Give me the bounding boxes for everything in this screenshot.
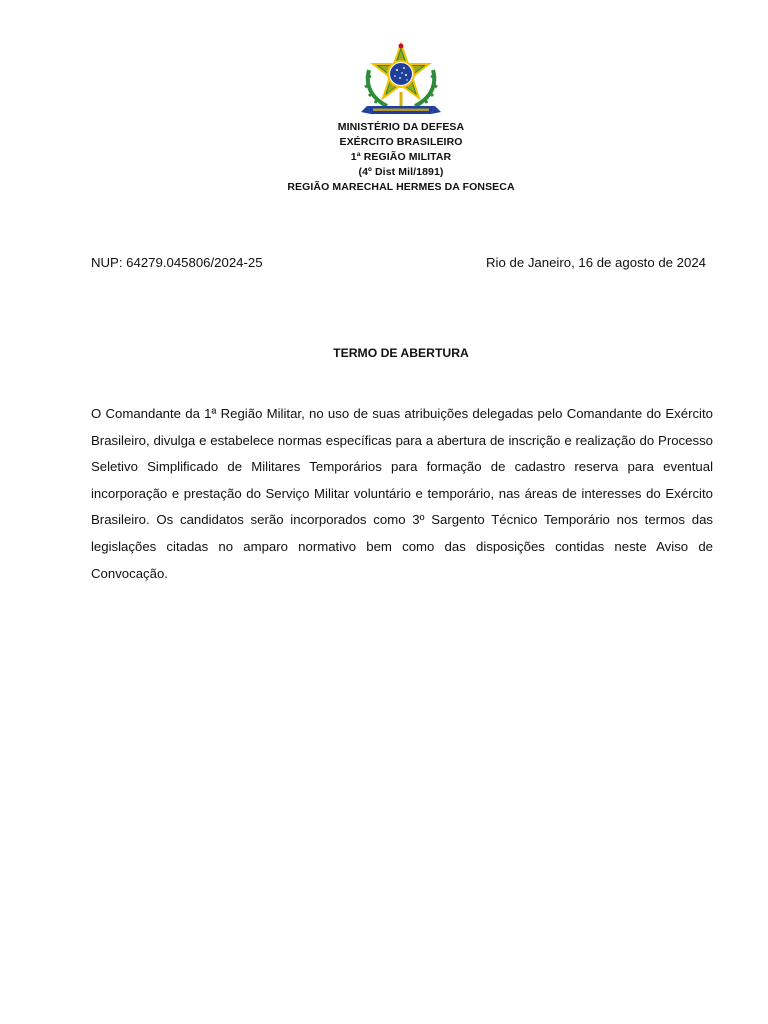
- body-paragraph: O Comandante da 1ª Região Militar, no uso de suas atribuições delegadas pelo Comandante do Exército Brasileiro, divulga e estabelece normas específicas para a abertura de inscrição e realização do Processo Seletivo Simplificado de Militares Temporários para formação de cadastro reserva para eventual incorporação e prestação do Serviço Militar voluntário e temporário, nas áreas de interesses do Exército Brasileiro. Os candidatos serão incorporados como 3º Sargento Técnico Temporário nos termos das legislações citadas no amparo normativo bem como das disposições contidas neste Aviso de Convocação.: [91, 406, 713, 581]
- header-district: (4º Dist Mil/1891): [358, 166, 444, 178]
- header-region-name: REGIÃO MARECHAL HERMES DA FONSECA: [287, 181, 515, 193]
- document-date: Rio de Janeiro, 16 de agosto de 2024: [486, 255, 706, 270]
- header-army: EXÉRCITO BRASILEIRO: [339, 136, 463, 148]
- brazil-coat-of-arms-icon: [359, 40, 443, 118]
- nup-number: NUP: 64279.045806/2024-25: [91, 255, 263, 270]
- document-header: [200, 120, 602, 195]
- header-ministry: MINISTÉRIO DA DEFESA: [337, 121, 465, 133]
- document-title: TERMO DE ABERTURA: [333, 346, 469, 360]
- header-military-region: 1ª REGIÃO MILITAR: [350, 151, 452, 163]
